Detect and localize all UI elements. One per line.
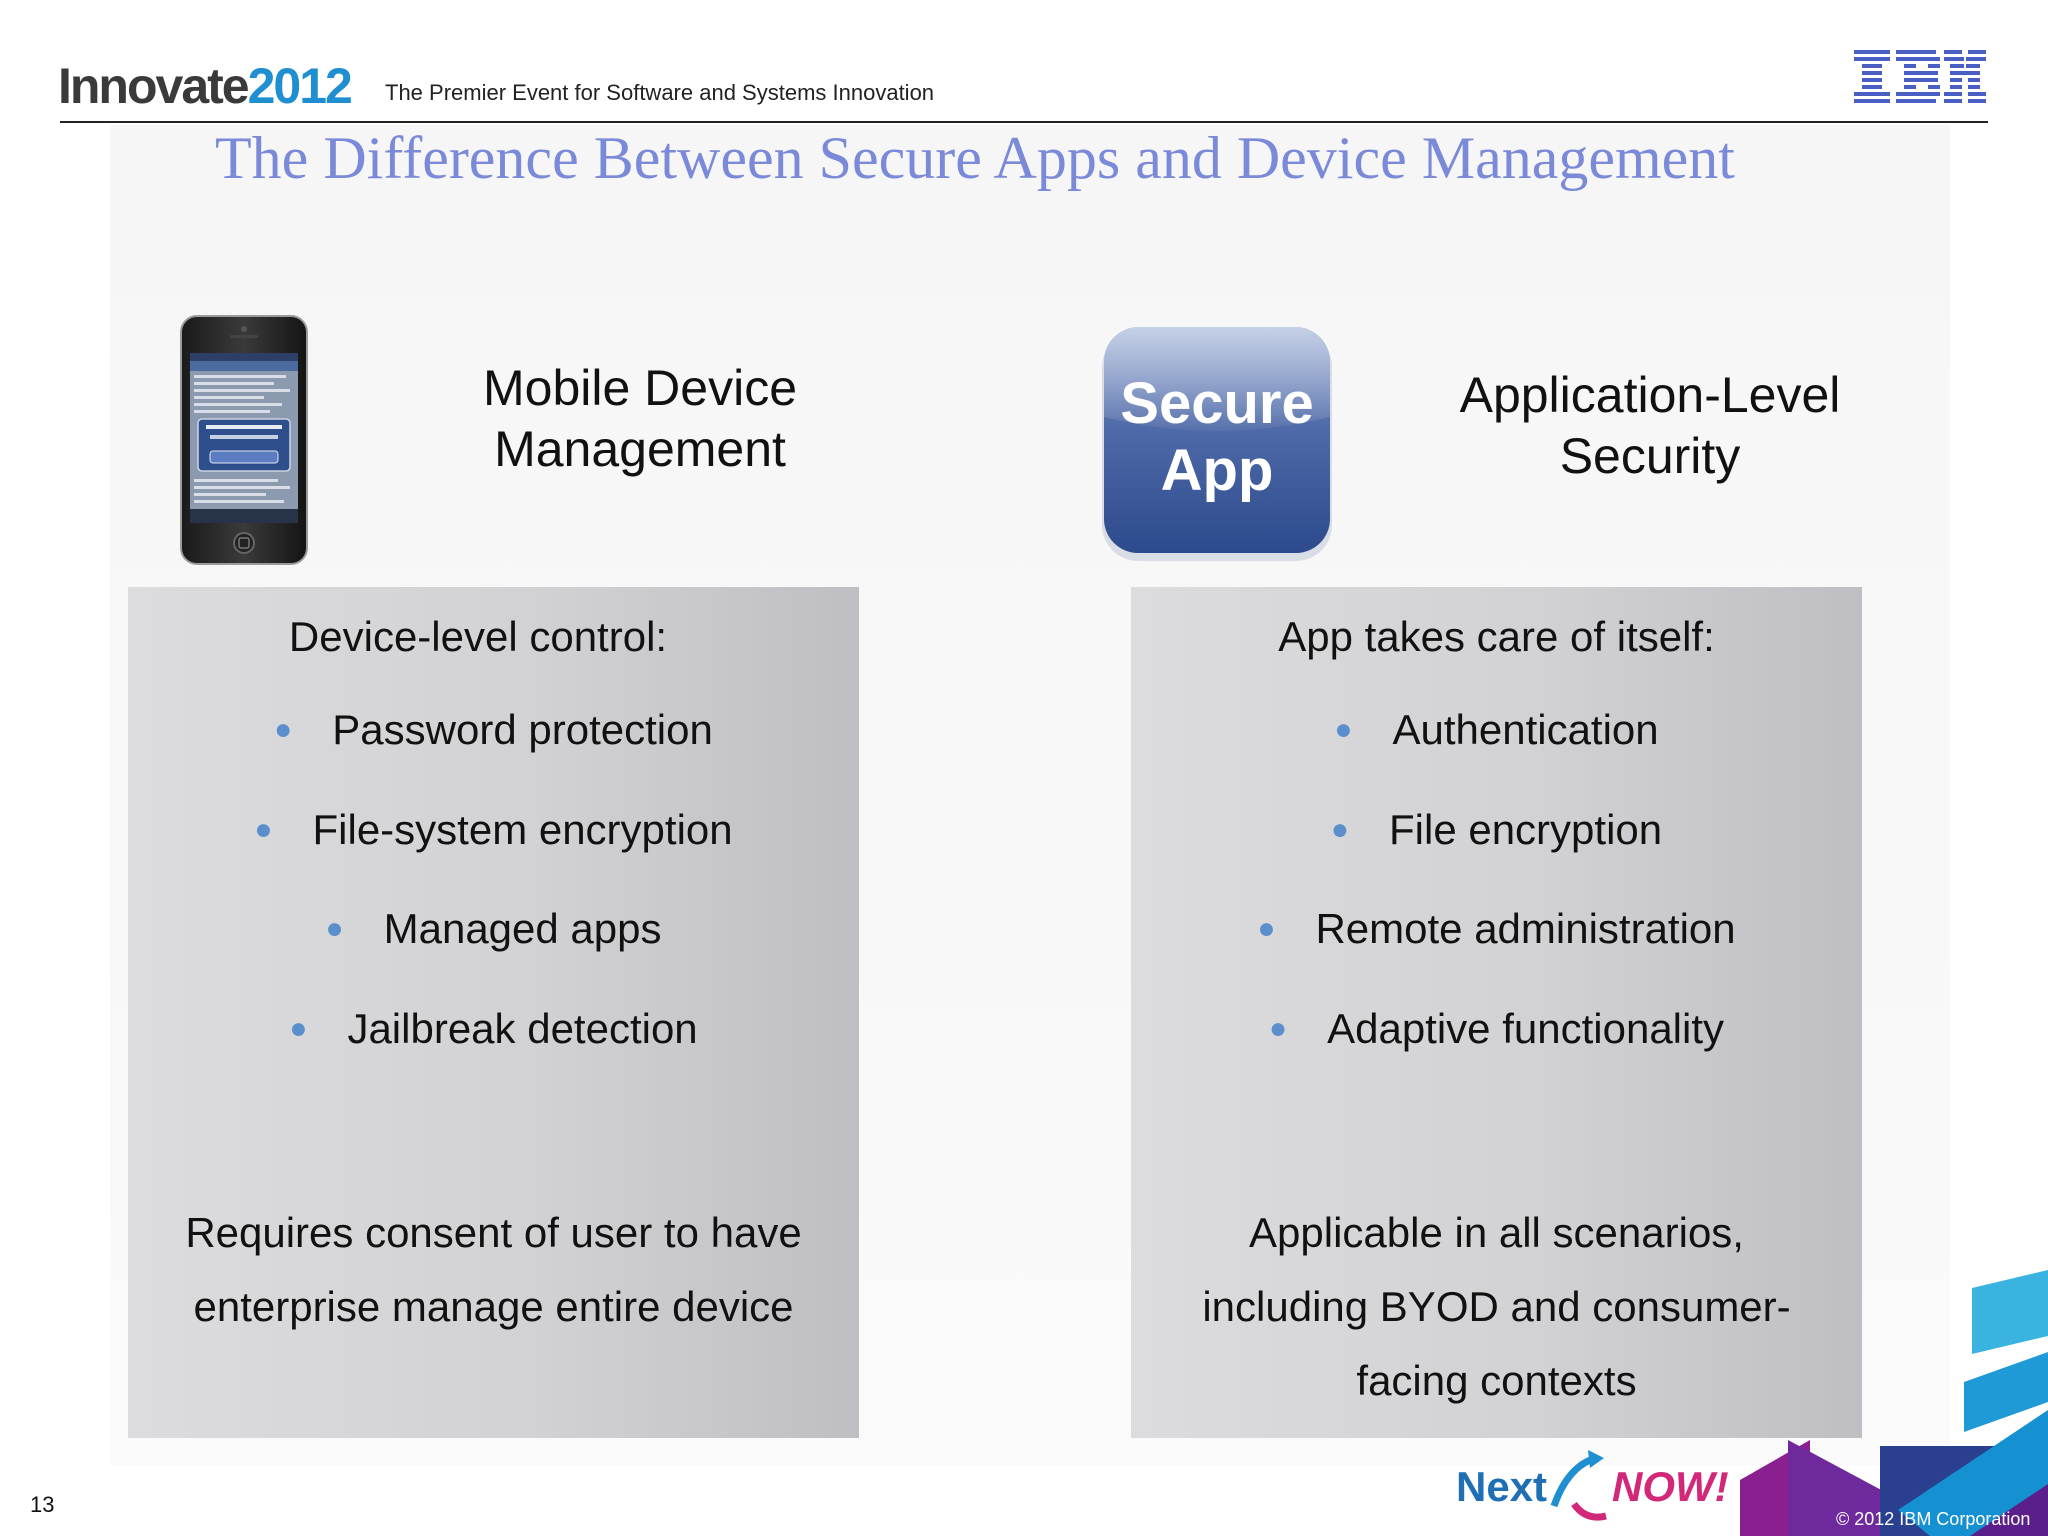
- innovate-logo: [58, 56, 351, 116]
- icon-text: Secure: [1120, 371, 1314, 436]
- icon-text: App: [1160, 438, 1274, 503]
- left-column-heading: [420, 358, 860, 480]
- bullet-icon: ●: [1330, 812, 1349, 846]
- logo-year: 2012: [247, 58, 351, 114]
- bullet-list: [1131, 705, 1862, 1103]
- note-line: facing contexts: [1356, 1357, 1637, 1404]
- bullet-text: Managed apps: [383, 905, 662, 952]
- box-heading: App takes care of itself:: [1278, 613, 1715, 660]
- list-item: [1131, 705, 1862, 805]
- bullet-list: [128, 705, 859, 1103]
- bullet-icon: ●: [1268, 1011, 1288, 1045]
- bullet-text: Password protection: [332, 706, 713, 753]
- next-now-logo: [1456, 1446, 1736, 1526]
- list-item: [128, 705, 859, 805]
- note-line: Applicable in all scenarios,: [1249, 1209, 1744, 1256]
- bullet-text: Adaptive functionality: [1327, 1004, 1725, 1052]
- bullet-text: Remote administration: [1315, 905, 1736, 952]
- list-item: [1131, 805, 1862, 905]
- box-heading: Device-level control:: [288, 613, 668, 660]
- heading-line: Mobile Device: [482, 360, 797, 416]
- bullet-text: File encryption: [1389, 805, 1663, 853]
- logo-word: Innovate: [58, 58, 248, 114]
- smartphone-icon: [180, 315, 308, 565]
- slide-title: The Difference Between Secure Apps and Device Management: [215, 125, 1735, 191]
- note-line: Requires consent of user to have: [185, 1209, 802, 1256]
- ibm-logo-icon: [1852, 48, 1988, 106]
- heading-line: Management: [494, 421, 786, 477]
- bullet-text: File-system encryption: [312, 805, 733, 853]
- note-line: enterprise manage entire device: [193, 1283, 794, 1330]
- bullet-text: Jailbreak detection: [347, 1004, 698, 1052]
- note-line: including BYOD and consumer-: [1202, 1283, 1791, 1330]
- list-item: [1131, 1004, 1862, 1104]
- bullet-icon: ●: [274, 713, 293, 746]
- bullet-text: Authentication: [1392, 706, 1659, 753]
- copyright-text: © 2012 IBM Corporation: [1836, 1509, 2031, 1529]
- secure-app-icon: [1100, 325, 1334, 563]
- bullet-icon: ●: [254, 812, 273, 846]
- list-item: [128, 904, 859, 1004]
- bullet-icon: ●: [1334, 713, 1353, 746]
- list-item: [128, 805, 859, 905]
- page-number: 13: [30, 1492, 55, 1517]
- heading-line: Security: [1559, 428, 1741, 484]
- device-management-note: [128, 1196, 859, 1344]
- list-item: [1131, 904, 1862, 1004]
- heading-line: Application-Level: [1459, 367, 1841, 423]
- logo-word: NOW!: [1612, 1463, 1729, 1510]
- list-item: [128, 1004, 859, 1104]
- bullet-icon: ●: [289, 1011, 308, 1045]
- bullet-icon: ●: [325, 912, 344, 945]
- right-column-heading: [1420, 365, 1880, 487]
- header-tagline: The Premier Event for Software and Systems Innovation: [385, 80, 935, 105]
- bullet-icon: ●: [1257, 912, 1276, 945]
- corner-decoration: [1740, 1270, 2048, 1536]
- logo-word: Next: [1456, 1463, 1548, 1510]
